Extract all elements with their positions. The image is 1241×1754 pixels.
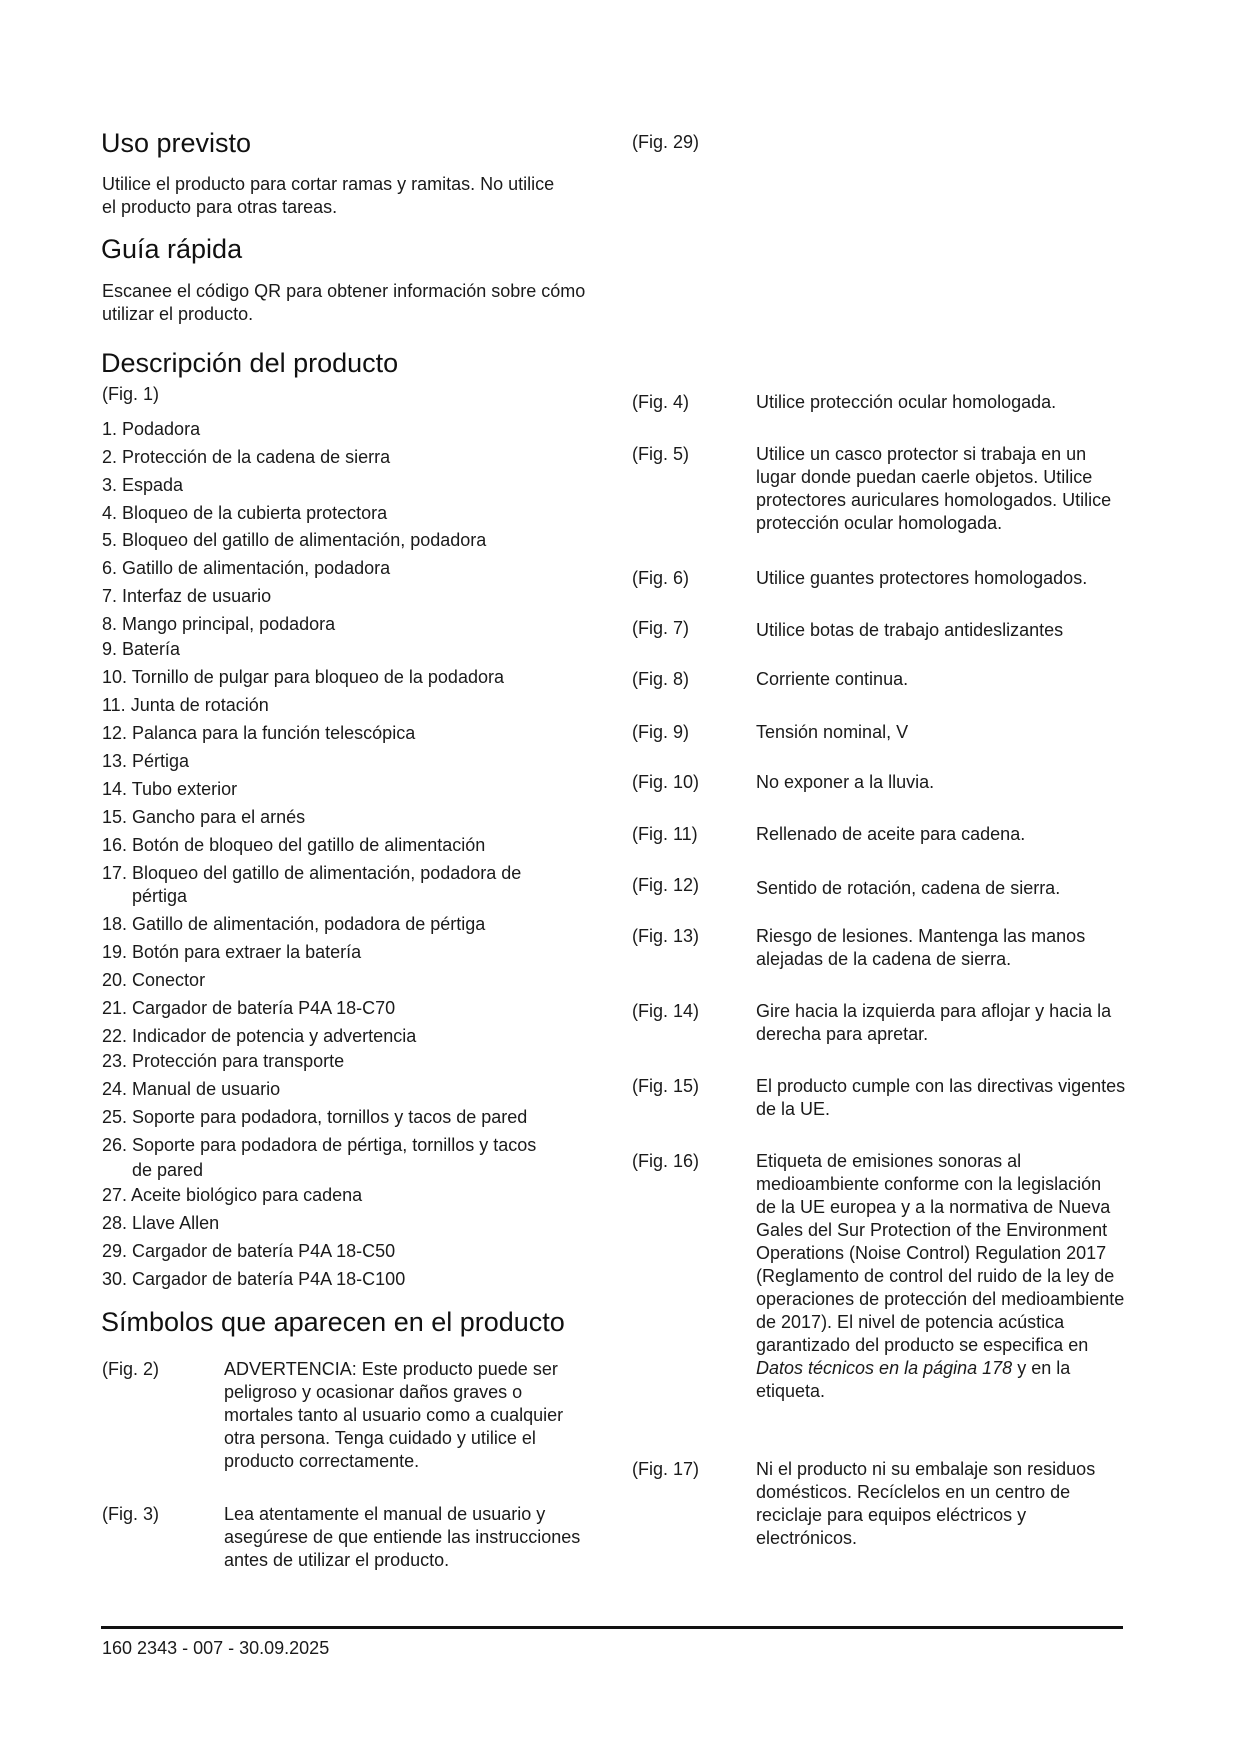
list-item-continuation: de pared — [132, 1160, 204, 1180]
fig-reference: (Fig. 3) — [102, 1504, 160, 1524]
datos-tecnicos-link[interactable]: Datos técnicos en la página 178 — [756, 1358, 1013, 1378]
symbol-description-text: Etiqueta de emisiones sonoras al medioambiente conforme con la legislación de la UE europea y a la normativa de Nueva Gales del Sur Protection of the Environment Operations (Noise Control) Regulation 2017 (Reglamento de control del ruido de la ley de operaciones de protección del medioambiente de 2017). El nivel de potencia acústica garantizado del producto se especifica en — [756, 1151, 1125, 1355]
list-item: 24. Manual de usuario — [102, 1079, 281, 1099]
symbol-description: Ni el producto ni su embalaje son residuos domésticos. Recíclelos en un centro de reciclaje para equipos eléctricos y electrónicos. — [756, 1459, 1096, 1548]
symbol-row-fig-2 — [102, 1358, 602, 1478]
list-item: 13. Pértiga — [102, 751, 190, 771]
fig-reference: (Fig. 10) — [632, 772, 700, 792]
fig-reference: (Fig. 6) — [632, 568, 690, 588]
list-item: 20. Conector — [102, 970, 206, 990]
list-item: 28. Llave Allen — [102, 1213, 220, 1233]
list-item: 5. Bloqueo del gatillo de alimentación, podadora — [102, 530, 487, 550]
list-item: 7. Interfaz de usuario — [102, 586, 272, 606]
symbol-description: Riesgo de lesiones. Mantenga las manos alejadas de la cadena de sierra. — [756, 926, 1086, 969]
list-item: 12. Palanca para la función telescópica — [102, 723, 416, 743]
fig-reference: (Fig. 9) — [632, 722, 690, 742]
fig-reference: (Fig. 13) — [632, 926, 700, 946]
symbol-description: ADVERTENCIA: Este producto puede ser peligroso y ocasionar daños graves o mortales tanto al usuario como a cualquier otra persona. Tenga cuidado y utilice el producto correctamente. — [224, 1359, 564, 1471]
fig-reference: (Fig. 5) — [632, 444, 690, 464]
section-title-guia-rapida: Guía rápida — [101, 234, 243, 264]
list-item: 10. Tornillo de pulgar para bloqueo de la podadora — [102, 667, 504, 687]
symbol-description: No exponer a la lluvia. — [756, 772, 935, 792]
section-title-uso-previsto: Uso previsto — [101, 128, 252, 158]
list-item: 9. Batería — [102, 639, 181, 659]
uso-previsto-text: Utilice el producto para cortar ramas y ramitas. No utilice el producto para otras tareas. — [102, 174, 555, 217]
list-item: 4. Bloqueo de la cubierta protectora — [102, 503, 388, 523]
list-item: 27. Aceite biológico para cadena — [102, 1185, 363, 1205]
page-number: 160 — [102, 1638, 133, 1658]
list-item: 29. Cargador de batería P4A 18-C50 — [102, 1241, 396, 1261]
list-item: 21. Cargador de batería P4A 18-C70 — [102, 998, 396, 1018]
section-title-simbolos: Símbolos que aparecen en el producto — [101, 1307, 565, 1337]
fig-reference: (Fig. 17) — [632, 1459, 700, 1479]
fig-reference: (Fig. 11) — [632, 824, 698, 844]
list-item-continuation: pértiga — [132, 886, 188, 906]
fig-reference: (Fig. 8) — [632, 669, 690, 689]
list-item: 19. Botón para extraer la batería — [102, 942, 362, 962]
list-item: 14. Tubo exterior — [102, 779, 238, 799]
list-item: 15. Gancho para el arnés — [102, 807, 306, 827]
list-item: 8. Mango principal, podadora — [102, 614, 336, 634]
list-item: 22. Indicador de potencia y advertencia — [102, 1026, 417, 1046]
symbol-description: El producto cumple con las directivas vigentes de la UE. — [756, 1076, 1126, 1119]
list-item: 23. Protección para transporte — [102, 1051, 345, 1071]
list-item: 25. Soporte para podadora, tornillos y tacos de pared — [102, 1107, 528, 1127]
symbol-description: Sentido de rotación, cadena de sierra. — [756, 878, 1061, 898]
list-item: 16. Botón de bloqueo del gatillo de alimentación — [102, 835, 486, 855]
list-item: 1. Podadora — [102, 419, 201, 439]
footer — [102, 1637, 329, 1659]
symbol-description: Tensión nominal, V — [756, 722, 909, 742]
symbol-description — [756, 1150, 1126, 1403]
fig-reference: (Fig. 16) — [632, 1151, 700, 1171]
list-item: 2. Protección de la cadena de sierra — [102, 447, 391, 467]
symbol-description-text-end: y en la etiqueta. — [756, 1358, 1071, 1401]
fig-reference: (Fig. 12) — [632, 875, 700, 895]
symbol-description: Utilice guantes protectores homologados. — [756, 568, 1088, 588]
fig-reference: (Fig. 4) — [632, 392, 690, 412]
list-item: 3. Espada — [102, 475, 184, 495]
symbol-description: Utilice protección ocular homologada. — [756, 392, 1057, 412]
fig-reference: (Fig. 15) — [632, 1076, 700, 1096]
list-item: 30. Cargador de batería P4A 18-C100 — [102, 1269, 406, 1289]
fig-reference: (Fig. 14) — [632, 1001, 700, 1021]
list-item: 6. Gatillo de alimentación, podadora — [102, 558, 391, 578]
guia-rapida-text: Escanee el código QR para obtener información sobre cómo utilizar el producto. — [102, 281, 586, 324]
symbol-description: Utilice botas de trabajo antideslizantes — [756, 620, 1064, 640]
fig-reference: (Fig. 7) — [632, 618, 690, 638]
symbol-description: Gire hacia la izquierda para aflojar y hacia la derecha para apretar. — [756, 1001, 1112, 1044]
symbol-description: Corriente continua. — [756, 669, 909, 689]
document-reference: 2343 - 007 - 30.09.2025 — [132, 1638, 330, 1658]
symbol-row-fig-3 — [102, 1503, 602, 1583]
list-item: 26. Soporte para podadora de pértiga, tornillos y tacos — [102, 1135, 537, 1155]
section-title-descripcion: Descripción del producto — [101, 348, 399, 378]
fig-29-reference: (Fig. 29) — [632, 132, 700, 152]
list-item: 17. Bloqueo del gatillo de alimentación, podadora de — [102, 863, 522, 883]
list-item: 11. Junta de rotación — [102, 695, 269, 715]
footer-rule — [101, 1626, 1123, 1629]
symbol-description: Lea atentamente el manual de usuario y asegúrese de que entiende las instrucciones antes de utilizar el producto. — [224, 1504, 581, 1570]
symbol-description: Rellenado de aceite para cadena. — [756, 824, 1026, 844]
list-item: 18. Gatillo de alimentación, podadora de pértiga — [102, 914, 486, 934]
fig-reference: (Fig. 2) — [102, 1359, 160, 1379]
fig-1-reference: (Fig. 1) — [102, 384, 160, 404]
symbol-description: Utilice un casco protector si trabaja en un lugar donde puedan caerle objetos. Utilice protectores auriculares homologados. Utilice protección ocular homologada. — [756, 444, 1112, 533]
